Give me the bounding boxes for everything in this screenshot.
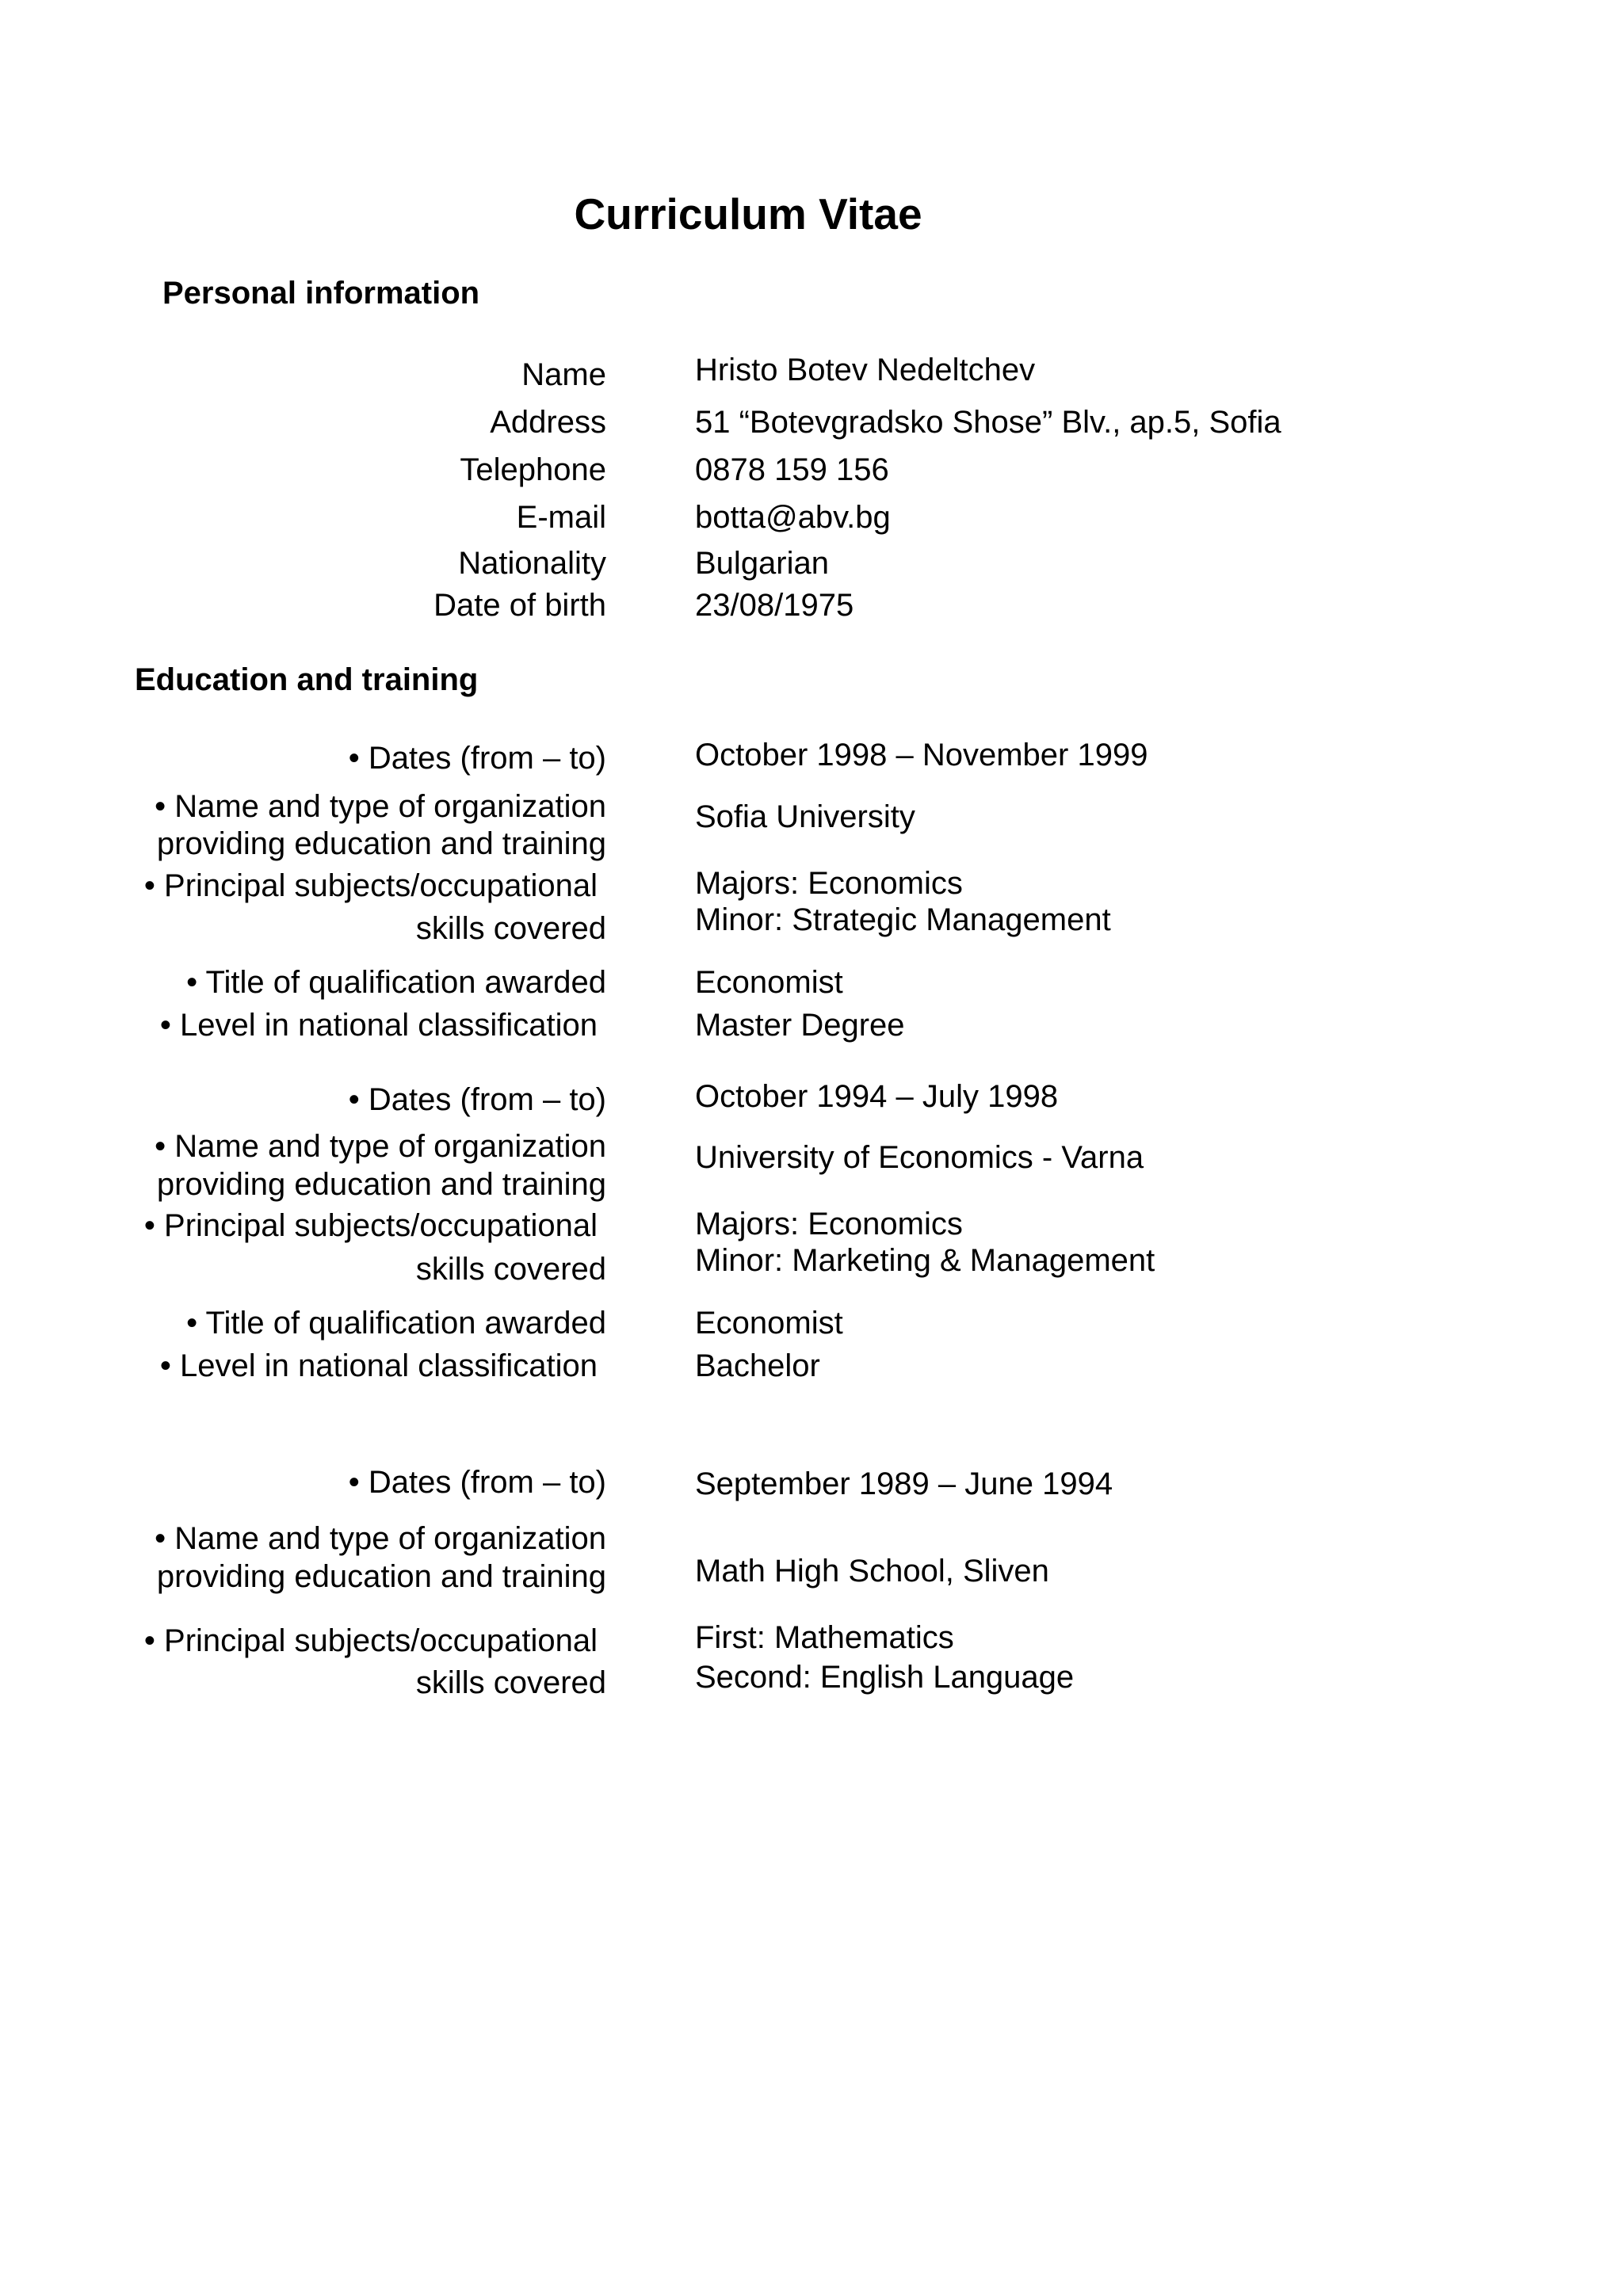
org-label-line2: providing education and training [156,826,606,861]
level-value: Master Degree [695,1008,905,1043]
address-label: Address [490,405,606,440]
org-label-line1: • Name and type of organization [155,1521,606,1556]
subjects-value-line2: Minor: Marketing & Management [695,1243,1155,1278]
subjects-value-line1: Majors: Economics [695,1207,963,1241]
qualification-value: Economist [695,1306,843,1341]
address-value: 51 “Botevgradsko Shose” Blv., ap.5, Sofia [695,405,1281,440]
nationality-value: Bulgarian [695,546,830,581]
dob-label: Date of birth [433,588,606,623]
nationality-label: Nationality [458,546,606,581]
telephone-value: 0878 159 156 [695,452,889,487]
subjects-label-line1: • Principal subjects/occupational [143,1208,598,1243]
subjects-value-line1: Majors: Economics [695,866,963,901]
org-label-line1: • Name and type of organization [155,1129,606,1164]
level-label: • Level in national classification [159,1008,598,1043]
subjects-label-line2: skills covered [415,911,606,946]
dates-value: October 1994 – July 1998 [695,1079,1059,1114]
subjects-label-line1: • Principal subjects/occupational [143,868,598,903]
page-title: Curriculum Vitae [574,189,922,238]
personal-info-heading: Personal information [162,276,480,311]
dates-label: • Dates (from – to) [348,1082,606,1117]
level-value: Bachelor [695,1348,820,1383]
org-label-line2: providing education and training [156,1167,606,1202]
level-label: • Level in national classification [159,1348,598,1383]
dob-value: 23/08/1975 [695,588,854,623]
email-label: E-mail [516,500,606,535]
org-value: Math High School, Sliven [695,1554,1049,1589]
org-value: University of Economics - Varna [695,1140,1144,1175]
org-label-line2: providing education and training [156,1559,606,1594]
subjects-value-line1: First: Mathematics [695,1620,954,1655]
dates-label: • Dates (from – to) [348,1465,606,1500]
qualification-label: • Title of qualification awarded [186,965,606,1000]
subjects-label-line1: • Principal subjects/occupational [143,1623,598,1658]
telephone-label: Telephone [460,452,606,487]
qualification-label: • Title of qualification awarded [186,1306,606,1341]
name-value: Hristo Botev Nedeltchev [695,353,1036,387]
subjects-value-line2: Minor: Strategic Management [695,902,1111,937]
dates-label: • Dates (from – to) [348,741,606,776]
qualification-value: Economist [695,965,843,1000]
dates-value: September 1989 – June 1994 [695,1466,1113,1501]
org-label-line1: • Name and type of organization [155,789,606,824]
subjects-label-line2: skills covered [415,1665,606,1700]
dates-value: October 1998 – November 1999 [695,738,1148,772]
name-label: Name [521,357,606,392]
org-value: Sofia University [695,799,915,834]
subjects-label-line2: skills covered [415,1252,606,1287]
education-heading: Education and training [135,662,479,697]
subjects-value-line2: Second: English Language [695,1660,1075,1695]
email-value: botta@abv.bg [695,500,891,535]
